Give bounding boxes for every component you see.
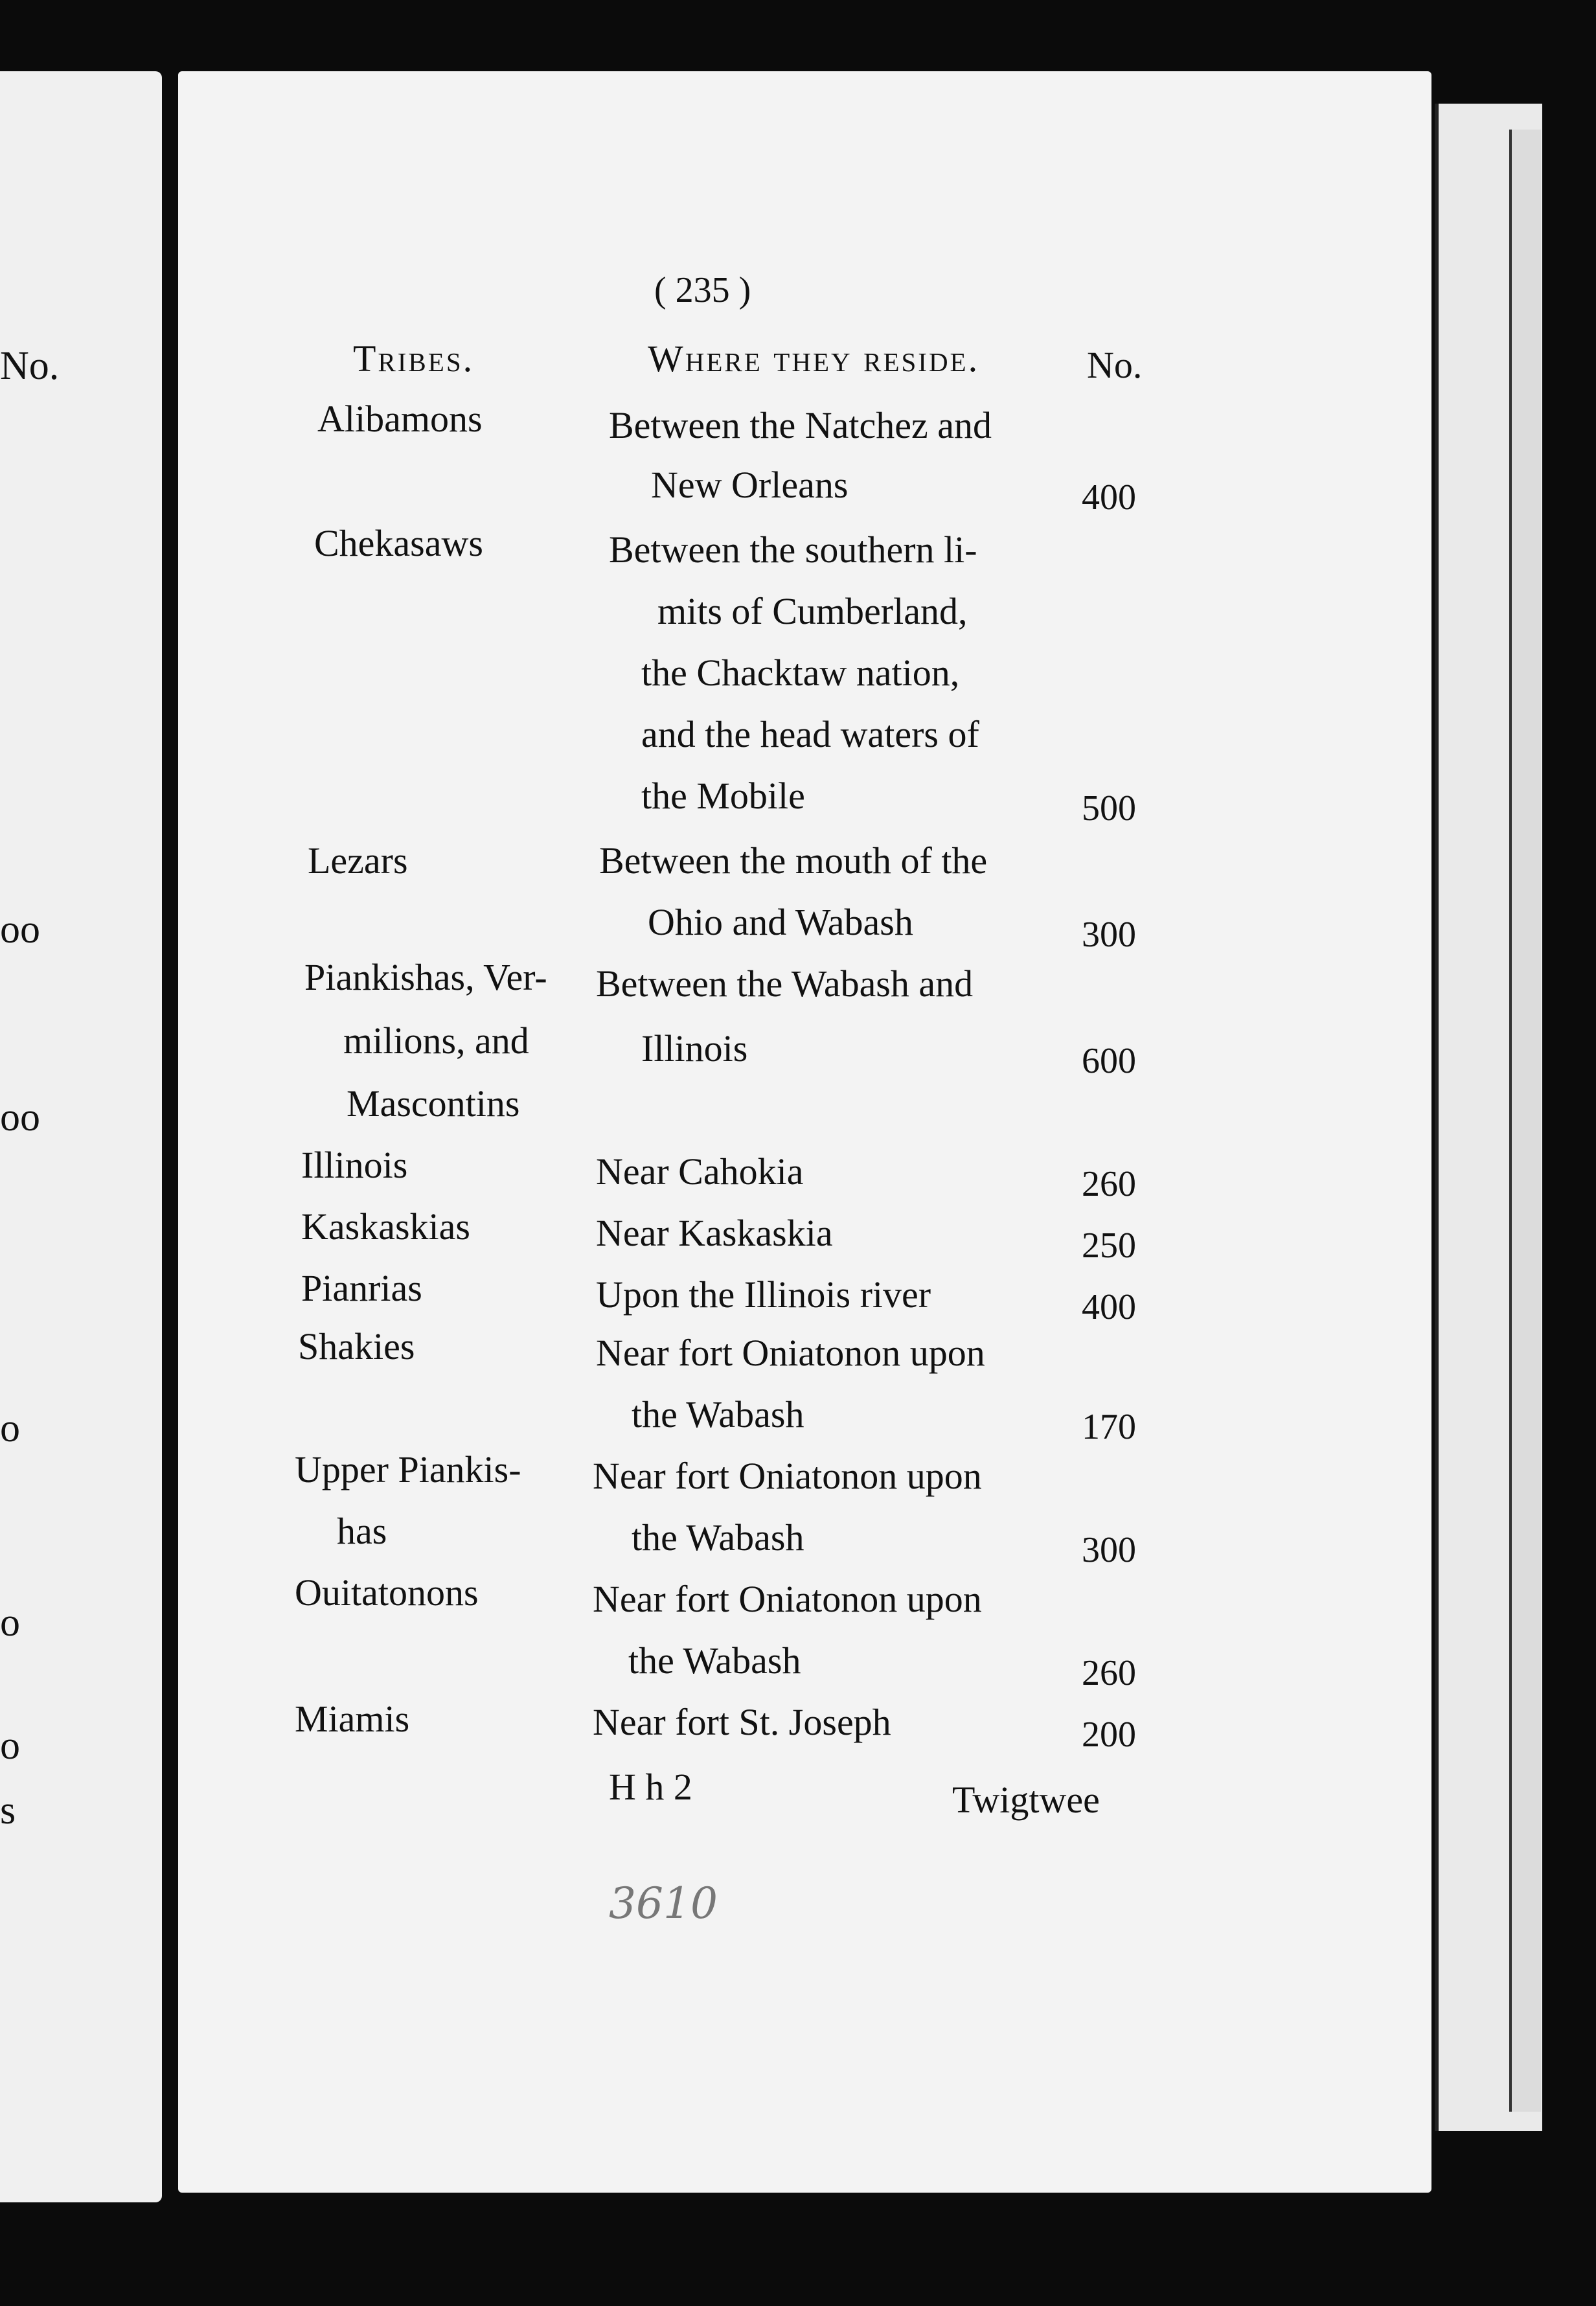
tribe-count: 300	[1082, 915, 1136, 955]
tribe-name: has	[337, 1510, 387, 1552]
header-where: Where they reside.	[648, 337, 980, 380]
prev-page-fragment: No.	[0, 344, 60, 388]
residence-text: the Mobile	[641, 775, 805, 817]
tribe-name: Kaskaskias	[301, 1205, 470, 1248]
residence-text: the Wabash	[632, 1393, 804, 1435]
tribe-count: 600	[1082, 1041, 1136, 1081]
tribe-name: milions, and	[343, 1020, 529, 1062]
prev-page-fragment: o	[0, 1406, 20, 1450]
header-no: No.	[1087, 344, 1143, 386]
residence-text: Between the southern li-	[609, 529, 977, 571]
residence-text: Ohio and Wabash	[648, 901, 913, 943]
book-page	[178, 71, 1431, 2193]
residence-text: Between the Natchez and	[609, 404, 992, 446]
tribe-count: 500	[1082, 788, 1136, 828]
tribe-count: 200	[1082, 1715, 1136, 1755]
residence-text: Between the Wabash and	[596, 963, 974, 1005]
tribe-name: Alibamons	[317, 398, 483, 440]
next-pages-edge	[1509, 130, 1541, 2112]
residence-text: Illinois	[641, 1027, 748, 1069]
tribe-name: Piankishas, Ver-	[304, 956, 547, 998]
prev-page-fragment: oo	[0, 908, 40, 952]
tribe-name: Pianrias	[301, 1267, 422, 1309]
tribe-name: Miamis	[295, 1698, 410, 1740]
tribe-count: 300	[1082, 1530, 1136, 1570]
prev-page-fragment: o	[0, 1724, 20, 1768]
tribe-count: 400	[1082, 1287, 1136, 1327]
prev-page-fragment: oo	[0, 1095, 40, 1139]
residence-text: mits of Cumberland,	[657, 590, 968, 632]
residence-text: Near fort Oniatonon upon	[593, 1455, 982, 1497]
signature-mark: H h 2	[609, 1766, 692, 1808]
tribe-name: Illinois	[301, 1144, 408, 1186]
tribe-name: Shakies	[298, 1325, 415, 1367]
prev-page-fragment: o	[0, 1601, 20, 1645]
residence-text: the Wabash	[628, 1639, 801, 1682]
tribe-name: Mascontins	[347, 1082, 520, 1124]
page-number: ( 235 )	[654, 270, 751, 310]
residence-text: Near fort Oniatonon upon	[596, 1332, 985, 1374]
tribe-name: Chekasaws	[314, 522, 483, 564]
residence-text: Near fort Oniatonon upon	[593, 1578, 982, 1620]
tribe-count: 400	[1082, 477, 1136, 518]
header-tribes: Tribes.	[353, 337, 475, 380]
residence-text: the Wabash	[632, 1516, 804, 1558]
residence-text: Between the mouth of the	[599, 839, 988, 882]
residence-text: Near Cahokia	[596, 1150, 804, 1193]
tribe-name: Lezars	[308, 839, 408, 882]
residence-text: New Orleans	[651, 464, 849, 506]
tribe-count: 170	[1082, 1407, 1136, 1447]
catchword: Twigtwee	[952, 1779, 1100, 1821]
tribe-name: Upper Piankis-	[295, 1448, 521, 1490]
residence-text: Near Kaskaskia	[596, 1212, 833, 1254]
prev-page-fragment: s	[0, 1788, 16, 1832]
residence-text: the Chacktaw nation,	[641, 652, 960, 694]
residence-text: and the head waters of	[641, 713, 979, 755]
handwritten-note: 3610	[609, 1878, 718, 1928]
residence-text: Near fort St. Joseph	[593, 1701, 891, 1743]
tribe-count: 260	[1082, 1164, 1136, 1204]
tribe-count: 250	[1082, 1226, 1136, 1266]
tribe-name: Ouitatonons	[295, 1571, 479, 1614]
tribe-count: 260	[1082, 1653, 1136, 1693]
residence-text: Upon the Illinois river	[596, 1273, 931, 1316]
